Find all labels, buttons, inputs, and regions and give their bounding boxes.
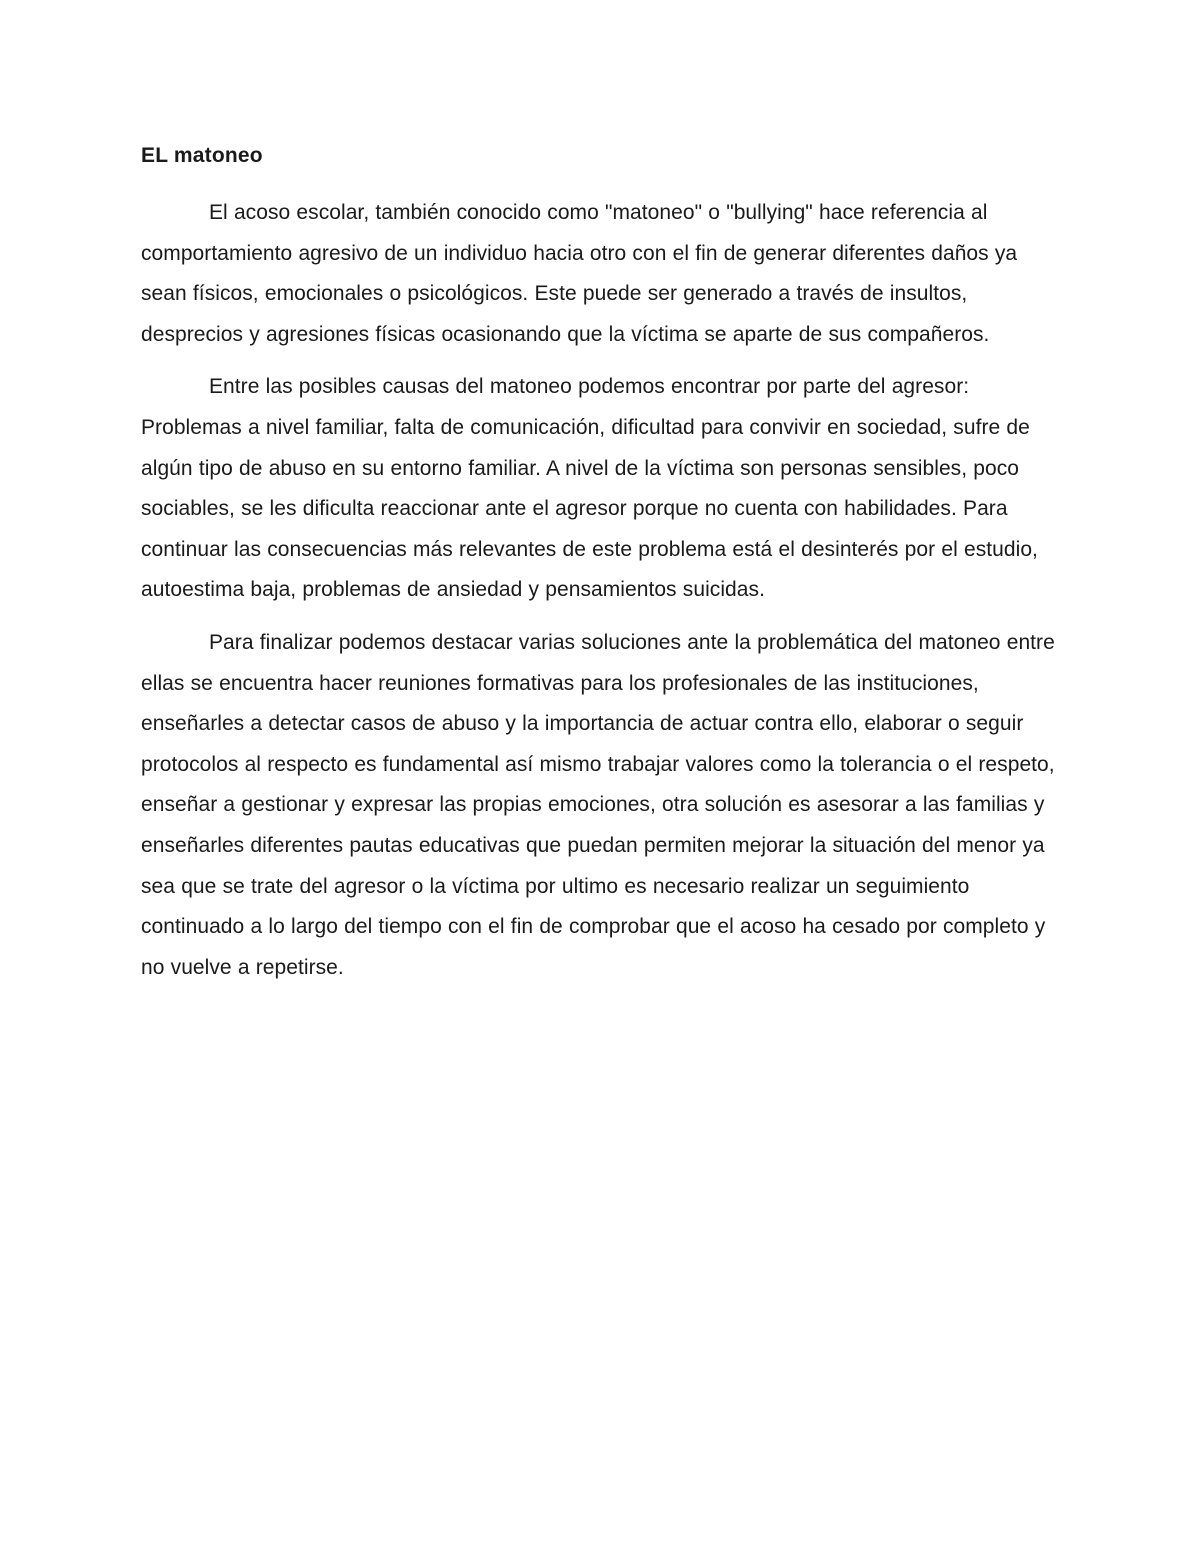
document-title: EL matoneo (141, 144, 263, 167)
paragraph-definition: El acoso escolar, también conocido como "matoneo" o "bullying" hace referencia al comportamiento agresivo de un individuo hacia otro con el fin de generar diferentes daños ya sean físicos, emocionales o psicológicos. Este puede ser generado a través de insultos, desprecios y agresiones físicas ocasionando que la víctima se aparte de sus compañeros. (141, 201, 1018, 346)
document-body (141, 140, 1061, 1000)
paragraph-causes: Entre las posibles causas del matoneo podemos encontrar por parte del agresor: Problemas a nivel familiar, falta de comunicación, dificultad para convivir en sociedad, sufre de algún tipo de abuso en su entorno familiar. A nivel de la víctima son personas sensibles, poco sociables, se les dificulta reaccionar ante el agresor porque no cuenta con habilidades. Para continuar las consecuencias más relevantes de este problema está el desinterés por el estudio, autoestima baja, problemas de ansiedad y pensamientos suicidas. (141, 375, 1038, 602)
paragraph-solutions: Para finalizar podemos destacar varias soluciones ante la problemática del matoneo entre ellas se encuentra hacer reuniones formativas para los profesionales de las instituciones, enseñarles a detectar casos de abuso y la importancia de actuar contra ello, elaborar o seguir protocolos al respecto es fundamental así mismo trabajar valores como la tolerancia o el respeto, enseñar a gestionar y expresar las propias emociones, otra solución es asesorar a las familias y enseñarles diferentes pautas educativas que puedan permiten mejorar la situación del menor ya sea que se trate del agresor o la víctima por ultimo es necesario realizar un seguimiento continuado a lo largo del tiempo con el fin de comprobar que el acoso ha cesado por completo y no vuelve a repetirse. (141, 630, 1055, 979)
